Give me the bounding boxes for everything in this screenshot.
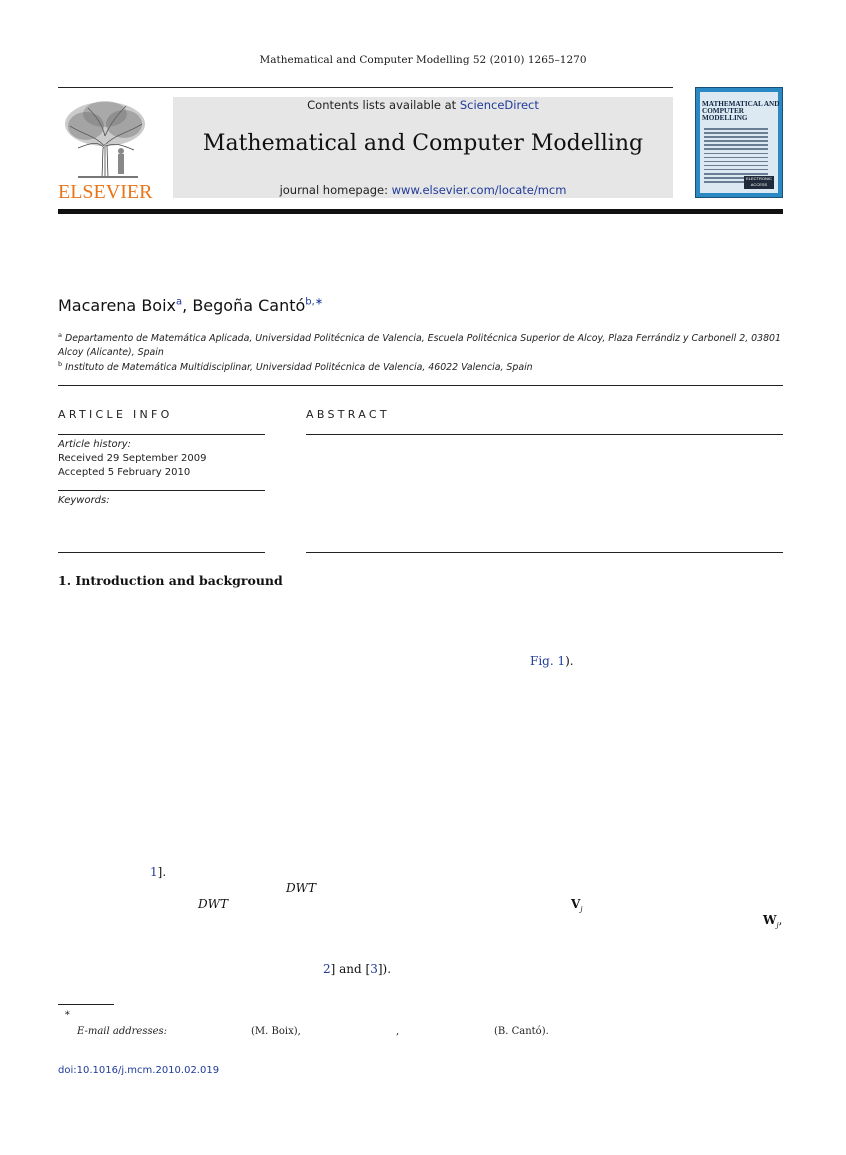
homepage-link[interactable]: www.elsevier.com/locate/mcm <box>391 183 567 197</box>
journal-reference: Mathematical and Computer Modelling 52 (2010) 1265–1270 <box>259 54 587 66</box>
vj-symbol: $V_j$ <box>571 897 583 914</box>
author-list: Macarena Boix$^a$, Begoña Cantó$^{b,∗}$ <box>58 296 324 315</box>
fig1-link[interactable]: Fig. 1 <box>530 654 566 668</box>
email-canto: (B. Cantó). <box>494 1026 549 1037</box>
article-info-bottom-rule <box>58 552 265 553</box>
email-label: E-mail addresses: <box>77 1026 168 1037</box>
email-boix: (M. Boix), <box>251 1026 301 1037</box>
author-boix: Macarena Boix <box>58 296 176 315</box>
ref2-ref3-fragment: 2] and [3]). <box>323 962 392 976</box>
keywords-label: Keywords: <box>58 495 110 506</box>
journal-cover-thumbnail <box>695 87 783 198</box>
section-heading-introduction: 1. Introduction and background <box>58 573 283 588</box>
figure-reference-fragment: Fig. 1). <box>530 654 574 668</box>
abstract-heading: ABSTRACT <box>306 408 390 421</box>
ref1-link[interactable]: 1 <box>150 865 158 879</box>
cover-title: MATHEMATICAL AND COMPUTER MODELLING <box>702 100 780 122</box>
author1-affil-mark[interactable]: a <box>176 296 183 308</box>
footnote-rule <box>58 1004 114 1005</box>
keywords-rule <box>58 490 265 491</box>
footnote-star: ∗ <box>64 1008 71 1019</box>
dwt-term-2: DWT <box>198 897 228 911</box>
article-info-rule <box>58 434 265 435</box>
wj-symbol: $W_j$, <box>763 913 783 930</box>
ref2-link[interactable]: 2 <box>323 962 331 976</box>
ref3-link[interactable]: 3 <box>370 962 378 976</box>
journal-title: Mathematical and Computer Modelling <box>202 131 644 156</box>
sciencedirect-link[interactable]: ScienceDirect <box>459 98 539 112</box>
ref1-fragment: 1]. <box>150 865 167 879</box>
masthead-rule <box>58 209 783 214</box>
elsevier-logo <box>58 96 152 202</box>
author-canto: Begoña Cantó <box>192 296 306 315</box>
homepage-line: journal homepage: www.elsevier.com/locate/mcm <box>279 183 567 197</box>
received-date: Received 29 September 2009 <box>58 453 207 464</box>
abstract-bottom-rule <box>306 552 783 553</box>
accepted-date: Accepted 5 February 2010 <box>58 467 191 478</box>
affiliation-b: $^b$ Instituto de Matemática Multidisciplinar, Universidad Politécnica de Valencia, 46022 Valencia, Spain <box>58 360 533 374</box>
dwt-term-1: DWT <box>286 881 316 895</box>
tree-icon <box>58 96 152 180</box>
contents-line: Contents lists available at ScienceDirect <box>307 98 539 112</box>
author2-affil-mark[interactable]: b,∗ <box>305 296 324 308</box>
email-comma: , <box>396 1026 400 1037</box>
affiliation-rule <box>58 385 783 386</box>
article-history: Article history: Received 29 September 2009 Accepted 5 February 2010 <box>58 439 207 478</box>
article-info-heading: ARTICLE INFO <box>58 408 173 421</box>
journal-banner <box>173 97 673 198</box>
affiliation-a: $^a$ Departamento de Matemática Aplicada, Universidad Politécnica de Valencia, Escuela Politécnica Superior de Alcoy, Plaza Ferrándiz y Carbonell 2, 03801 Alcoy (Alicante), Spain <box>58 331 781 359</box>
header-rule <box>58 87 673 88</box>
abstract-rule <box>306 434 783 435</box>
doi-link[interactable]: doi:10.1016/j.mcm.2010.02.019 <box>58 1065 220 1076</box>
elsevier-wordmark: ELSEVIER <box>58 181 153 203</box>
cover-badge: ELECTRONIC ACCESS <box>744 176 774 189</box>
